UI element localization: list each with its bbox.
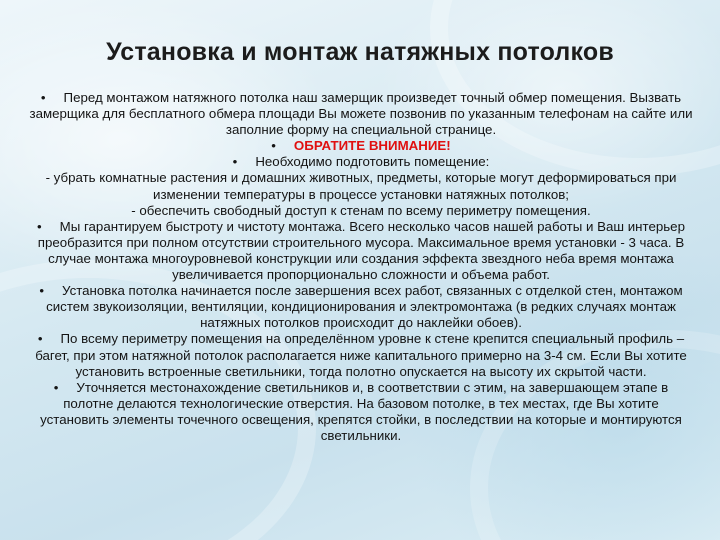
bullet-icon: • [232, 154, 238, 170]
paragraph-start [28, 283, 694, 331]
paragraph-text: Необходимо подготовить помещение: [255, 154, 490, 170]
paragraph-guarantee [28, 219, 694, 283]
paragraph-text: По всему периметру помещения на определённом уровне к стене крепится специальный профиль – багет, при этом натяжной потолок располагается ниже капитального примерно на 3-4 см. Если Вы хотите установить встроенные светильники, тогда полотно опускается на высоту их скрытой части. [35, 331, 687, 379]
paragraph-measurement [28, 90, 694, 138]
bullet-icon: • [40, 90, 46, 105]
paragraph-text: Установка потолка начинается после завершения всех работ, связанных с отделкой стен, монтажом систем звукоизоляции, вентиляции, кондиционирования и электромонтажа (в редких случаях монтаж натяжных потолков происходит до наклейки обоев). [46, 283, 683, 331]
attention-text: ОБРАТИТЕ ВНИМАНИЕ! [293, 138, 451, 154]
paragraph-prepare [28, 154, 694, 170]
bullet-icon: • [37, 218, 42, 234]
paragraph-wall-access [28, 203, 694, 219]
bullet-icon: • [39, 283, 45, 299]
paragraph-text: - убрать комнатные растения и домашних животных, предметы, которые могут деформироваться при изменении температуры в процессе установки натяжных потолков; [45, 170, 677, 202]
slide-body [28, 90, 694, 444]
paragraph-text: Мы гарантируем быстроту и чистоту монтажа. Всего несколько часов нашей работы и Ваш интерьер преобразится при полном отсутствии строительного мусора. Максимальное время установки - 3 часа. В случае монтажа многоуровневой конструкции или создания эффекта звездного неба время монтажа увеличивается пропорционально сложности и объема работ. [37, 218, 685, 283]
bullet-icon: • [53, 379, 59, 395]
paragraph-text: Перед монтажом натяжного потолка наш замерщик произведет точный обмер помещения. Вызвать замерщика для бесплатного обмера площади Вы можете позвонив по указанным телефонам на сайте или заполние форму на специальной странице. [29, 90, 693, 138]
paragraph-lights [28, 380, 694, 444]
paragraph-text: - обеспечить свободный доступ к стенам по всему периметру помещения. [131, 202, 591, 218]
slide-title: Установка и монтаж натяжных потолков [106, 38, 614, 66]
paragraph-profile [28, 331, 694, 379]
paragraph-remove-items [28, 170, 694, 202]
paragraph-attention [28, 138, 694, 154]
paragraph-text: Уточняется местонахождение светильников и, в соответствии с этим, на завершающем этапе в полотне делаются технологические отверстия. На базовом потолке, в тех местах, где Вы хотите установить элементы точечного освещения, крепятся стойки, в последствии на которые и монтируются светильники. [40, 379, 682, 443]
bullet-icon: • [271, 138, 276, 154]
bullet-icon: • [37, 331, 43, 347]
